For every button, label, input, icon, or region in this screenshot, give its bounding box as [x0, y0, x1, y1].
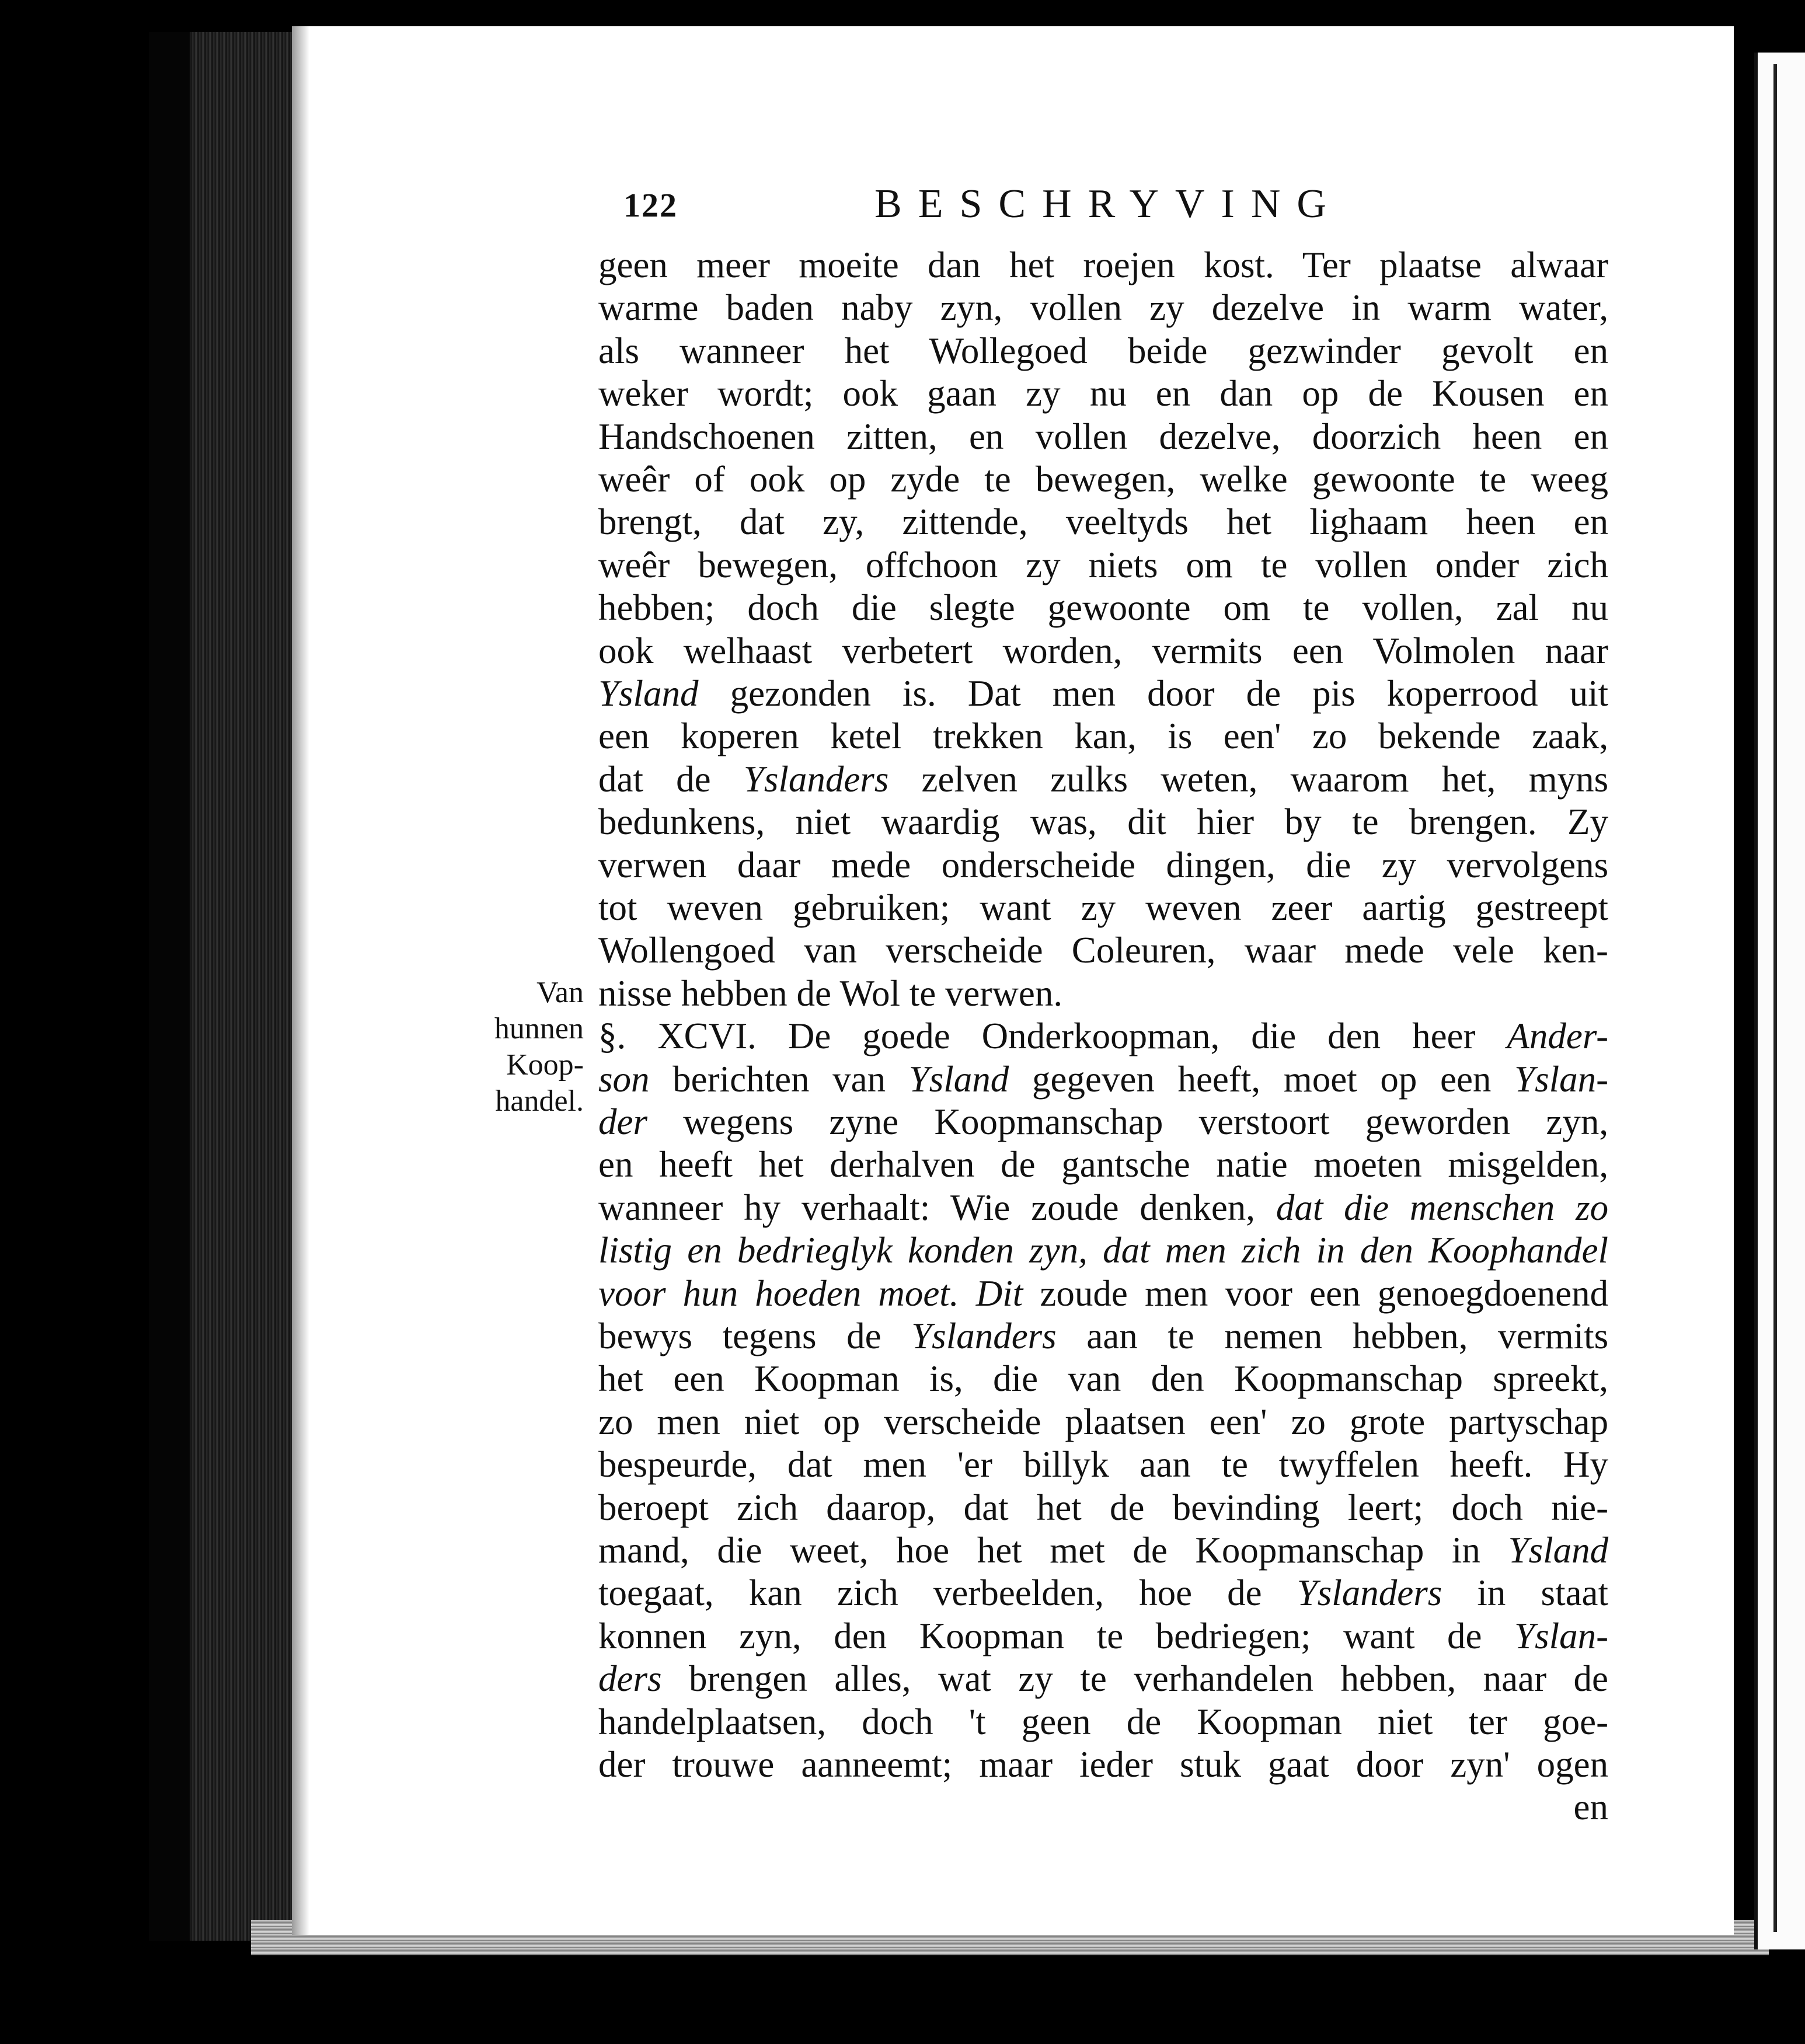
text-line: Wollengoed van verscheide Coleuren, waar mede vele ken- [598, 930, 1609, 971]
facing-page [1754, 53, 1805, 1949]
text-line: als wanneer het Wollegoed beide gezwinder gevolt en [598, 330, 1609, 371]
text-line: Handschoenen zitten, en vollen dezelve, doorzich heen en [598, 416, 1609, 457]
text-line: §. XCVI. De goede Onderkoopman, die den heer Ander- [598, 1016, 1609, 1056]
running-title: BESCHRYVING [874, 182, 1343, 226]
text-line: en heeft het derhalven de gantsche natie moeten misgelden, [598, 1144, 1609, 1185]
text-line: geen meer moeite dan het roejen kost. Ter plaatse alwaar [598, 245, 1609, 285]
text-line: tot weven gebruiken; want zy weven zeer aartig gestreept [598, 887, 1609, 928]
margin-note-line: hunnen [494, 1012, 584, 1045]
text-line: ook welhaast verbetert worden, vermits een Volmolen naar [598, 630, 1609, 671]
text-line: zo men niet op verscheide plaatsen een' zo grote partyschap [598, 1401, 1609, 1442]
text-line: beroept zich daarop, dat het de bevinding leert; doch nie- [598, 1487, 1609, 1528]
margin-note-line: handel. [495, 1084, 584, 1118]
text-line: son berichten van Ysland gegeven heeft, moet op een Yslan- [598, 1059, 1609, 1100]
text-line: konnen zyn, den Koopman te bedriegen; want de Yslan- [598, 1616, 1609, 1656]
text-line: een koperen ketel trekken kan, is een' zo bekende zaak, [598, 716, 1609, 756]
text-line: handelplaatsen, doch 't geen de Koopman niet ter goe- [598, 1701, 1609, 1742]
book-edge-shadow [149, 32, 190, 1941]
text-line: bewys tegens de Yslanders aan te nemen hebben, vermits [598, 1316, 1609, 1356]
text-line: weêr bewegen, offchoon zy niets om te vollen onder zich [598, 545, 1609, 585]
page-gutter-shadow [292, 26, 309, 1935]
text-line: bedunkens, niet waardig was, dit hier by te brengen. Zy [598, 801, 1609, 842]
text-line: der wegens zyne Koopmanschap verstoort geworden zyn, [598, 1101, 1609, 1142]
text-line: toegaat, kan zich verbeelden, hoe de Yslanders in staat [598, 1572, 1608, 1613]
text-line: hebben; doch die slegte gewoonte om te vollen, zal nu [598, 587, 1608, 628]
text-line: voor hun hoeden moet. Dit zoude men voor een genoegdoenend [598, 1273, 1609, 1314]
text-line: ders brengen alles, wat zy te verhandelen hebben, naar de [598, 1658, 1608, 1699]
text-line: Ysland gezonden is. Dat men door de pis koperrood uit [598, 673, 1609, 714]
margin-note [467, 975, 584, 1119]
facing-page-gutter [1773, 64, 1777, 1932]
text-line: wanneer hy verhaalt: Wie zoude denken, dat die menschen zo [598, 1187, 1609, 1228]
text-line: mand, die weet, hoe het met de Koopmanschap in Ysland [598, 1530, 1609, 1571]
text-line: het een Koopman is, die van den Koopmanschap spreekt, [598, 1358, 1609, 1399]
text-line: dat de Yslanders zelven zulks weten, waarom het, myns [598, 759, 1609, 800]
text-line: weker wordt; ook gaan zy nu en dan op de Kousen en [598, 373, 1609, 414]
catchword: en [1573, 1787, 1608, 1827]
margin-note-line: Koop- [506, 1048, 584, 1082]
text-line: der trouwe aanneemt; maar ieder stuk gaat door zyn' ogen [598, 1744, 1609, 1785]
text-line: warme baden naby zyn, vollen zy dezelve in warm water, [598, 287, 1609, 328]
text-line: nisse hebben de Wol te verwen. [598, 973, 1063, 1014]
margin-note-line: Van [536, 976, 584, 1009]
text-line: bespeurde, dat men 'er billyk aan te twyffelen heeft. Hy [598, 1444, 1609, 1485]
text-line: brengt, dat zy, zittende, veeltyds het lighaam heen en [598, 501, 1609, 542]
page-header [623, 182, 1400, 232]
text-line: verwen daar mede onderscheide dingen, die zy vervolgens [598, 845, 1609, 885]
text-line: weêr of ook op zyde te bewegen, welke gewoonte te weeg [598, 459, 1609, 500]
page-number: 122 [623, 186, 678, 224]
text-line: listig en bedrieglyk konden zyn, dat men zich in den Koophandel [598, 1230, 1609, 1271]
